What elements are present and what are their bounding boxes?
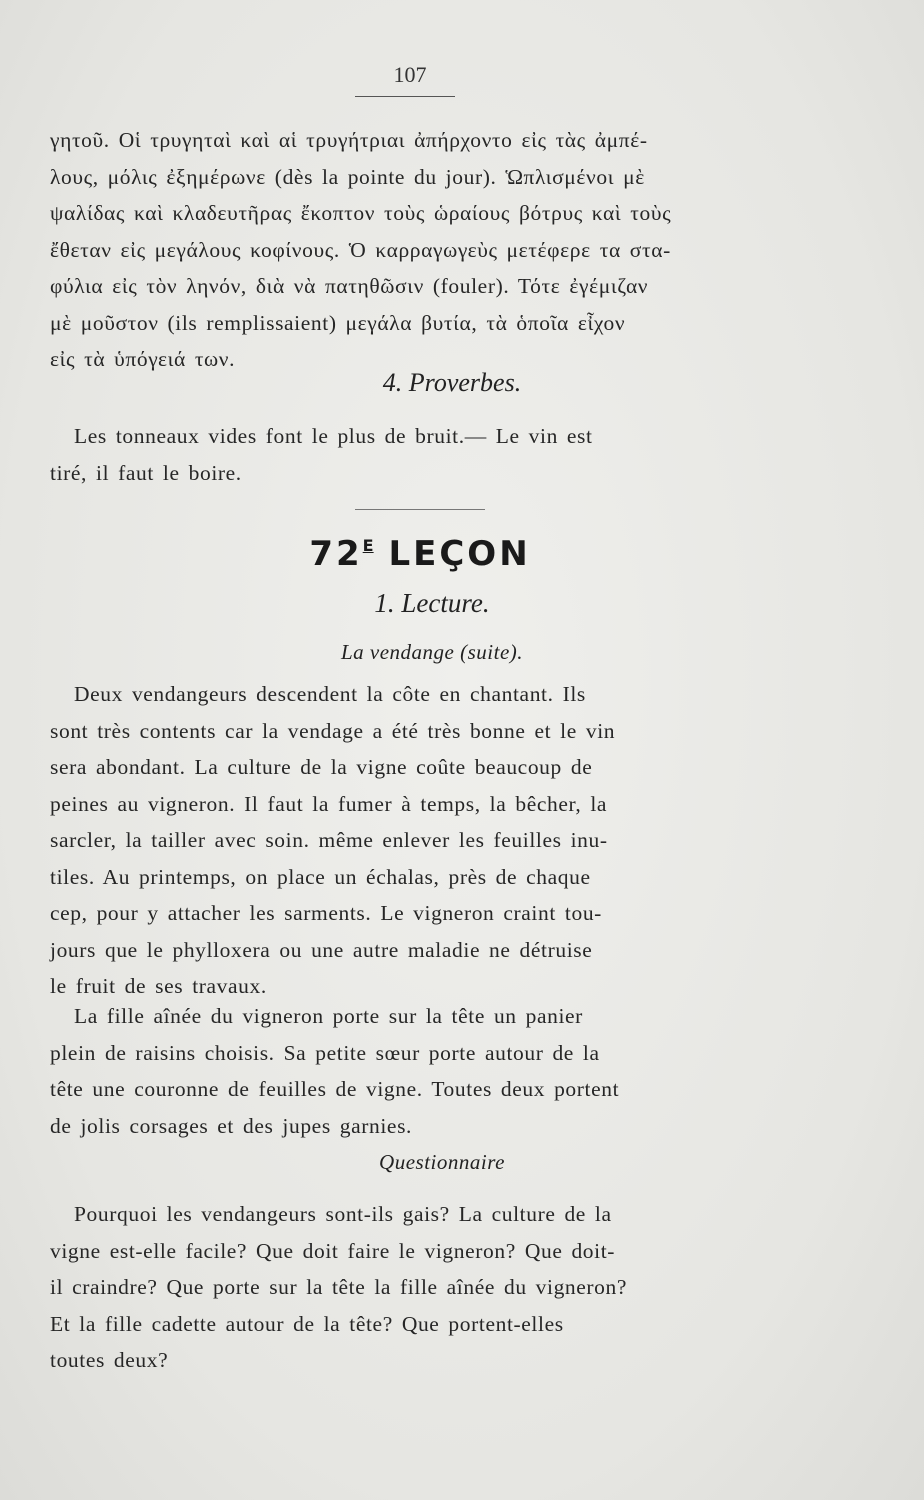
text-line: La fille aînée du vigneron porte sur la tête un panier [74,1004,583,1028]
text-line: Et la fille cadette autour de la tête? Que portent-elles [50,1311,564,1336]
text-line: tiles. Au printemps, on place un échalas, près de chaque [50,864,591,889]
reading-paragraph-2 [50,998,802,1144]
text-line: toutes deux? [50,1348,169,1372]
text-line: plein de raisins choisis. Sa petite sœur porte autour de la [50,1040,600,1065]
text-line: μὲ μοῦστον (ils remplissaient) μεγάλα βυτία, τὰ ὁποῖα εἶχον [50,310,626,335]
text-line: Pourquoi les vendangeurs sont-ils gais? La culture de la [74,1202,612,1226]
text-line: tête une couronne de feuilles de vigne. Toutes deux portent [50,1077,620,1101]
reading-paragraph-1 [50,676,802,1005]
page-number: 107 [393,62,427,87]
text-line: φύλια εἰς τὸν ληνόν, διὰ νὰ πατηθῶσιν (fouler). Τότε ἐγέμιζαν [50,274,649,298]
lesson-word: LEÇON [388,534,531,574]
text-line: λους, μόλις ἐξημέρωνε (dès la pointe du jour). Ὡπλισμένοι μὲ [50,164,645,189]
text-line: γητοῦ. Οἱ τρυγηταὶ καὶ αἱ τρυγήτριαι ἀπήρχοντο εἰς τὰς ἀμπέ- [50,128,648,152]
greek-paragraph [50,122,802,378]
text-line: cep, pour y attacher les sarments. Le vigneron craint tou- [50,901,602,925]
text-line: εἰς τὰ ὑπόγειά των. [50,347,236,371]
text-line: ψαλίδας καὶ κλαδευτῆρας ἔκοπτον τοὺς ὡραίους βότρυς καὶ τοὺς [50,201,672,225]
text-line: ἔθεταν εἰς μεγάλους κοφίνους. Ὁ καρραγωγεὺς μετέφερε τα στα- [50,237,671,262]
text-line: peines au vigneron. Il faut la fumer à temps, la bêcher, la [50,791,608,816]
text-line: sont très contents car la vendage a été très bonne et le vin [50,718,616,743]
section-divider [355,509,485,510]
text-line: Les tonneaux vides font le plus de bruit.— Le vin est [74,424,593,448]
lesson-number-suffix: E [362,536,374,555]
text-line: vigne est-elle facile? Que doit faire le vigneron? Que doit- [50,1238,616,1263]
text-line: le fruit de ses travaux. [50,974,267,998]
lesson-number: 72 [309,534,363,574]
text-line: Deux vendangeurs descendent la côte en chantant. Ils [74,682,586,706]
page-number-rule [355,96,455,97]
questionnaire-heading: Questionnaire [379,1150,505,1174]
lesson-title [0,534,840,574]
proverbs-heading: 4. Proverbes. [382,368,522,397]
reading-subtitle: La vendange (suite). [340,640,524,664]
proverbs-paragraph [50,418,802,491]
text-line: sarcler, la tailler avec soin. même enlever les feuilles inu- [50,828,608,852]
text-line: jours que le phylloxera ou une autre maladie ne détruise [50,937,593,962]
text-line: il craindre? Que porte sur la tête la fille aînée du vigneron? [50,1275,628,1299]
text-line: de jolis corsages et des jupes garnies. [50,1113,413,1138]
text-line: tiré, il faut le boire. [50,460,242,485]
questionnaire-paragraph [50,1196,802,1379]
lecture-heading: 1. Lecture. [374,588,490,618]
text-line: sera abondant. La culture de la vigne coûte beaucoup de [50,755,593,779]
